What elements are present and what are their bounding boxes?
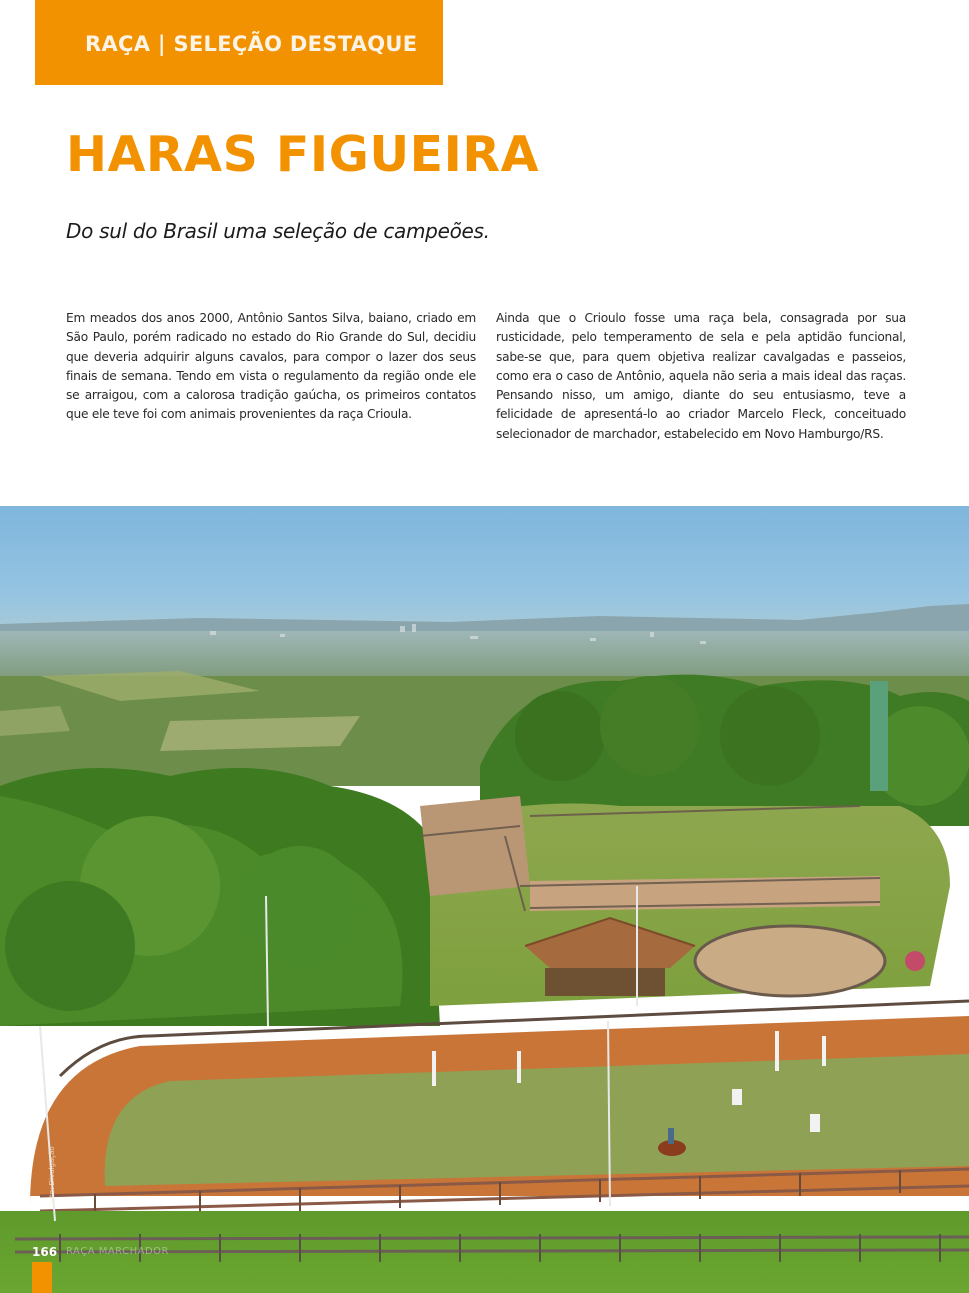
page-number: 166 (32, 1245, 58, 1259)
article-subtitle: Do sul do Brasil uma seleção de campeões. (66, 219, 490, 243)
article-title: HARAS FIGUEIRA (66, 126, 540, 183)
photo-credit: Foto: Divulgação (48, 1146, 56, 1205)
aerial-farm-photo (0, 506, 969, 1293)
body-column-2: Ainda que o Crioulo fosse uma raça bela, consagrada por sua rusticidade, pelo temperamento de sela e pela aptidão funcional, sabe-se que, para quem objetiva realizar cavalgadas e passeios, como era o caso de Antônio, aquela não seria a mais ideal das raças. Pensando nisso, um amigo, diante do seu entusiasmo, teve a felicidade de apresentá-lo ao criador Marcelo Fleck, conceituado selecionador de marchador, estabelecido em Novo Hamburgo/RS. (496, 311, 906, 441)
body-column-1: Em meados dos anos 2000, Antônio Santos Silva, baiano, criado em São Paulo, porém radicado no estado do Rio Grande do Sul, decidiu que deveria adquirir alguns cavalos, para compor o lazer dos seus finais de semana. Tendo em vista o regulamento da região onde ele se arraigou, com a calorosa tradição gaúcha, os primeiros contatos que ele teve foi com animais provenientes da raça Crioula. (66, 311, 476, 422)
section-banner (35, 0, 443, 85)
magazine-name: RAÇA MARCHADOR (66, 1246, 169, 1257)
section-label: RAÇA | SELEÇÃO DESTAQUE (85, 32, 418, 56)
page-marker (32, 1262, 52, 1293)
